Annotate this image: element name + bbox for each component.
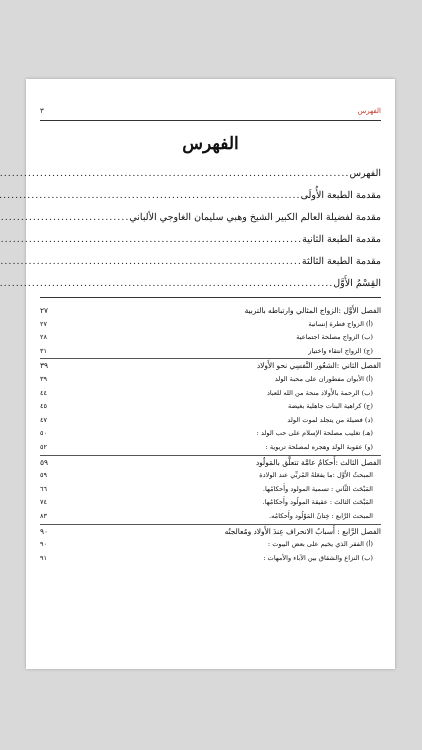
- running-head: [40, 106, 381, 121]
- toc-entry[interactable]: [40, 273, 381, 295]
- toc-entry-title: (ب) النزاع والشقاق بين الآباء والأمهات :: [263, 553, 373, 562]
- toc-entry[interactable]: [40, 345, 381, 360]
- toc-entry-title: الفصل الثالث :أَحكامٌ عامَّة تتعلَّق بالمَولُود: [255, 457, 381, 467]
- toc-entry-title: مقدمة الطبعة الأُولَى: [300, 190, 381, 201]
- toc-entry-title: (أ) الأبوان مفطوران على محبة الولد: [274, 374, 373, 383]
- toc-entry-title: المَبْحَث الثَّاني : تسمية المولود وأَحكامُها.: [262, 484, 373, 493]
- toc-entry[interactable]: [40, 318, 381, 332]
- toc-entry-title: مقدمة الطبعة الثالثة: [301, 256, 381, 267]
- toc-entry-title: المبحث الرَّابع : خِتانُ المَوْلُود وأَحكامُه.: [269, 511, 373, 520]
- toc-entry-page: ٣١: [40, 346, 48, 355]
- toc-entry-title: الفهرس: [349, 168, 381, 179]
- toc-entry-page: ٩١: [40, 553, 48, 562]
- toc-entry-title: (ب) الزواج مصلحة اجتماعية: [296, 333, 373, 342]
- toc-entry-page: ٥٠: [40, 429, 48, 438]
- running-head-page-number: ٣: [40, 107, 44, 115]
- toc-entry-page: ٤٤: [40, 388, 48, 397]
- toc-entry[interactable]: [40, 387, 381, 401]
- toc-divider: [40, 297, 381, 298]
- toc-entry[interactable]: [40, 251, 381, 273]
- toc-entry-page: ٤٧: [40, 415, 48, 424]
- toc-leader: [0, 185, 301, 207]
- toc-entry-title: الفصل الثاني :الشعُور النَّفسِي نحو الأَولاد: [256, 361, 381, 371]
- toc-entry-title: (ب) الرحمة بالأَولاد منحة من الله للعباد: [266, 388, 373, 397]
- toc-entry-page: ٨٣: [40, 511, 48, 520]
- toc-leader: [0, 207, 129, 229]
- toc-entry[interactable]: [40, 359, 381, 373]
- toc-entry-title: المبحثُ الأَوَّل :ما يفعَلهُ المُربِّي عند الولادة: [259, 471, 373, 480]
- toc-entry-title: (أ) الفقر الذي يخيم على بعض البيوت :: [267, 540, 373, 549]
- toc-entry[interactable]: [40, 163, 381, 185]
- toc-entry[interactable]: [40, 552, 381, 566]
- toc-main-list: [40, 163, 381, 295]
- toc-entry-page: ٥٢: [40, 442, 48, 451]
- toc-leader: [0, 229, 302, 251]
- toc-entry-title: (ج) كراهية البنات جاهلية بغيضة: [288, 402, 373, 411]
- toc-sub-list: [40, 304, 381, 565]
- toc-entry-page: ٩٠: [40, 540, 48, 549]
- toc-leader: [0, 251, 302, 273]
- toc-entry-page: ٥٩: [40, 471, 48, 480]
- toc-entry[interactable]: [40, 525, 381, 539]
- toc-entry-title: (د) فضيلة من يتجلد لموت الولد: [287, 415, 373, 424]
- toc-entry[interactable]: [40, 483, 381, 497]
- toc-entry-title: (و) عقوبة الولد وهجره لمصلحة تربوية :: [265, 442, 373, 451]
- running-head-title: الفهرس: [357, 107, 381, 115]
- toc-entry[interactable]: [40, 185, 381, 207]
- toc-entry-title: مقدمة الطبعة الثانية: [302, 234, 381, 245]
- toc-entry[interactable]: [40, 496, 381, 510]
- toc-leader: [0, 273, 333, 295]
- toc-entry-title: القِسْمُ الأَوَّل: [333, 278, 381, 289]
- toc-entry[interactable]: [40, 207, 381, 229]
- toc-entry-page: ٩٠: [40, 526, 48, 536]
- toc-entry[interactable]: [40, 400, 381, 414]
- toc-entry-title: المَبْحَث الثالث : عقيقة المولُود وأَحكامُها.: [262, 498, 373, 507]
- toc-entry-title: الفصل الرَّابع : أَسبابُ الانحراف عِندَ الأَولاد ومُعالجتُه: [224, 526, 381, 536]
- toc-entry-title: (أ) الزواج فطرة إنسانية: [308, 319, 373, 328]
- toc-entry[interactable]: [40, 427, 381, 441]
- toc-entry-page: ٢٧: [40, 306, 48, 315]
- toc-entry[interactable]: [40, 456, 381, 470]
- toc-entry[interactable]: [40, 414, 381, 428]
- toc-entry-page: ٦٦: [40, 484, 48, 493]
- toc-entry-page: ٢٨: [40, 333, 48, 342]
- page-title: الفهرس: [182, 134, 239, 154]
- toc-entry-title: (هـ) تغليب مصلحة الإسلام على حب الولد :: [256, 429, 373, 438]
- document-page: [26, 79, 395, 669]
- toc-entry[interactable]: [40, 510, 381, 525]
- toc-entry-page: ٣٩: [40, 374, 48, 383]
- toc-entry-page: ٣٩: [40, 361, 48, 371]
- toc-entry-title: مقدمة لفضيلة العالم الكبير الشيخ وهبي سليمان الغاوجي الألباني: [129, 212, 381, 223]
- toc-entry-page: ٧٤: [40, 498, 48, 507]
- toc-entry[interactable]: [40, 441, 381, 456]
- toc-entry[interactable]: [40, 304, 381, 318]
- toc-entry[interactable]: [40, 469, 381, 483]
- toc-entry[interactable]: [40, 229, 381, 251]
- toc-entry-page: ٢٧: [40, 319, 48, 328]
- toc-entry[interactable]: [40, 538, 381, 552]
- toc-entry-title: (ج) الزواج انتقاء واختيار: [308, 346, 373, 355]
- toc-entry-page: ٤٥: [40, 402, 48, 411]
- toc-entry-title: الفصل الأَوَّل :الزواج المثالي وارتباطه بالتربية: [244, 306, 381, 315]
- toc-entry-page: ٥٩: [40, 457, 48, 467]
- toc-entry[interactable]: [40, 373, 381, 387]
- toc-leader: [0, 163, 349, 185]
- toc-entry[interactable]: [40, 331, 381, 345]
